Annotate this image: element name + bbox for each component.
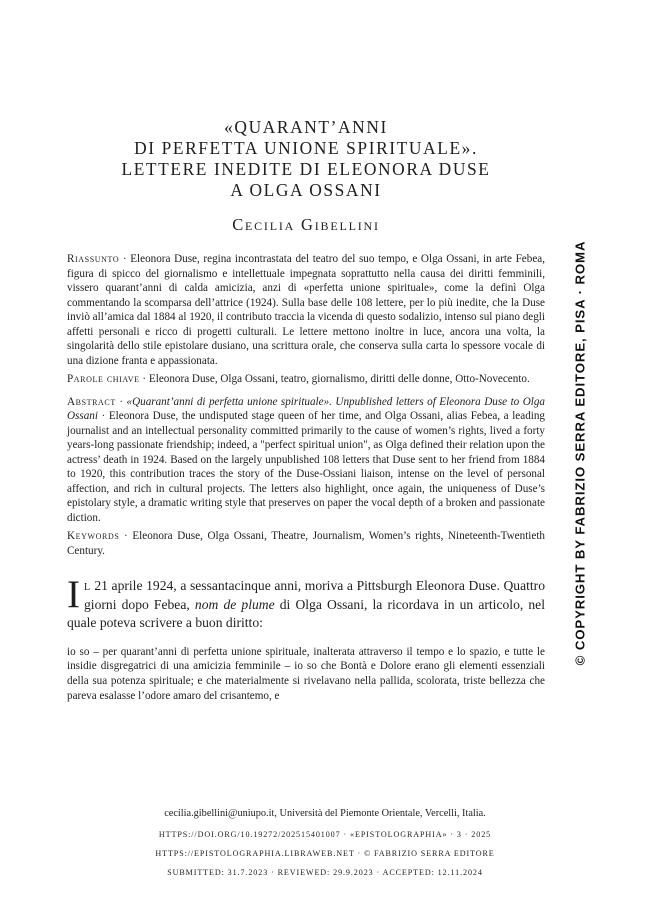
abstract-paragraph	[67, 395, 545, 526]
article-title	[67, 117, 545, 201]
body-text: di Olga Ossani, la ricordava in un articolo, nel quale poteva scrivere a buon diritto:	[67, 596, 545, 630]
author-name: Cecilia Gibellini	[232, 215, 380, 234]
separator: ·	[119, 253, 131, 265]
separator: ·	[97, 410, 109, 422]
abstract-text: Eleonora Duse, the undisputed stage queen of her time, and Olga Ossani, alias Febea, a leading journalist and an intellectual personality committed primarily to the cause of women’s rights, lived a forty years-long passionate friendship; indeed, a "perfect spiritual union", as Olga defined their relation upon the actress’ death in 1924. Based on the largely unpublished 108 letters that Duse sent to her friend from 1884 to 1920, this contribution traces the story of the Duse-Ossiani liaison, intense on the level of personal affection, and rich in cultural projects. The letters also highlight, once again, the uniqueness of Duse’s epistolary style, a dramatic writing style that preserves on paper the vocal depth of a broken and passionate diction.	[67, 410, 545, 524]
title-line: LETTERE INEDITE DI ELEONORA DUSE	[121, 159, 491, 179]
keywords-paragraph	[67, 529, 545, 558]
drop-cap: I	[67, 573, 80, 616]
body-italic: nom de plume	[194, 596, 275, 612]
author-affiliation: cecilia.gibellini@uniupo.it, Università del Piemonte Orientale, Vercelli, Italia.	[164, 808, 486, 819]
title-line: «QUARANT’ANNI	[224, 117, 388, 137]
title-line: A OLGA OSSANI	[230, 180, 382, 200]
abstract-title: «Quarant’anni di perfetta unione spirituale». Unpublished letters of Eleonora Duse to Olga Ossani	[67, 395, 546, 422]
title-line: DI PERFETTA UNIONE SPIRITUALE».	[134, 138, 478, 158]
lead-caps: l	[84, 578, 91, 593]
parole-chiave-label: Parole chiave	[67, 373, 140, 385]
riassunto-label: Riassunto	[67, 253, 120, 265]
body-text: 21 aprile 1924, a sessantacinque anni, moriva a Pittsburgh Eleonora Duse. Quattro giorni dopo Febea,	[84, 578, 545, 612]
separator: ·	[139, 373, 149, 385]
article-page	[67, 0, 545, 703]
copyright-text: © COPYRIGHT BY FABRIZIO SERRA EDITORE, PISA · ROMA	[572, 240, 588, 666]
body-paragraph	[67, 573, 545, 633]
parole-chiave-paragraph	[67, 372, 545, 387]
block-quote: io so – per quarant’anni di perfetta unione spirituale, inalterata attraverso il tempo e lo spazio, e tutte le insidie disgregatrici di una amicizia femminile – io so che Bontà e Dolore erano gli elementi essenziali della sua potenza spirituale; e che materialmente si rivelavano nella pallida, scolorata, triste bellezza che pareva esalasse l’odore amaro del crisantemo, e	[67, 645, 545, 702]
riassunto-text: Eleonora Duse, regina incontrastata del teatro del suo tempo, e Olga Ossani, in arte Febea, figura di spicco del giornalismo e intellettuale impegnata soprattutto nella causa dei diritti femminili, vissero quarant’anni di calda amicizia, anzi di «perfetta unione spirituale», come la definì Olga commentando la scomparsa dell’attrice (1924). Sulla base delle 108 lettere, per lo più inedite, che la Duse inviò all’amica dal 1884 al 1920, il contributo traccia la vicenda di questo sodalizio, intenso sul piano degli affetti personali e ricco di progetti culturali. Le lettere mettono inoltre in luce, ancora una volta, la singolarità dello stile epistolare dusiano, una scrittura orale, che conserva sulla carta lo spessore vocale di una dizione franta e appassionata.	[67, 253, 545, 367]
abstract-block	[67, 252, 545, 558]
journal-url-line: HTTPS://EPISTOLOGRAPHIA.LIBRAWEB.NET · © FABRIZIO SERRA EDITORE	[155, 849, 495, 858]
doi-line: HTTPS://DOI.ORG/10.19272/202515401007 · «EPISTOLOGRAPHIA» · 3 · 2025	[158, 830, 492, 839]
parole-chiave-text: Eleonora Duse, Olga Ossani, teatro, giornalismo, diritti delle donne, Otto-Novecento.	[148, 373, 530, 385]
separator: ·	[119, 530, 133, 542]
submission-dates: SUBMITTED: 31.7.2023 · REVIEWED: 29.9.2023 · ACCEPTED: 12.11.2024	[167, 868, 483, 877]
separator: ·	[115, 395, 127, 408]
copyright-sidebar	[570, 218, 590, 688]
abstract-label: Abstract	[67, 395, 116, 408]
riassunto-paragraph	[67, 252, 545, 368]
keywords-text: Eleonora Duse, Olga Ossani, Theatre, Journalism, Women’s rights, Nineteenth-Twentieth Century.	[67, 530, 545, 557]
keywords-label: Keywords	[67, 530, 120, 542]
